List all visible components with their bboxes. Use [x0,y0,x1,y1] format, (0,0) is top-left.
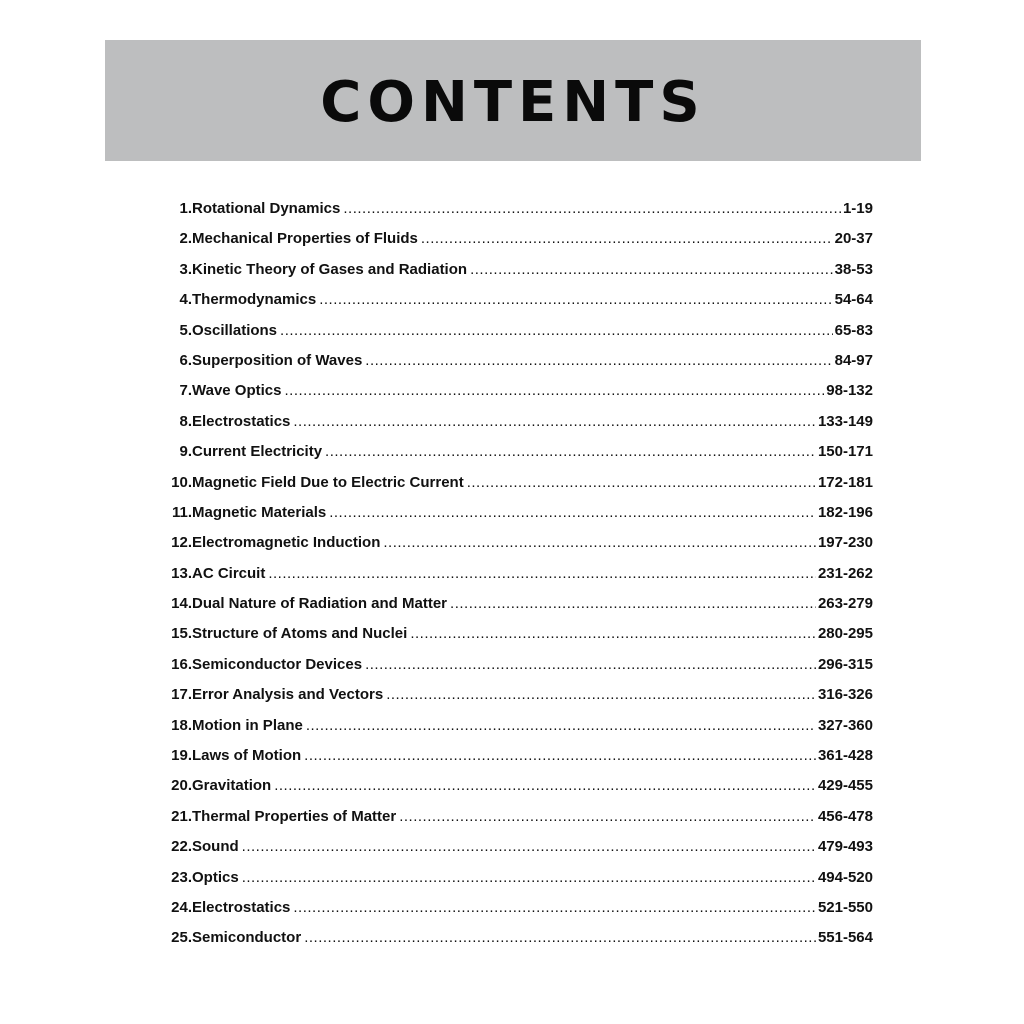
toc-entry-pages: 84-97 [834,351,873,369]
toc-entry-number: 10. [171,473,192,491]
toc-entry-number: 9. [179,443,192,461]
dot-leader [470,261,833,278]
toc-entry-21 [160,808,873,838]
toc-entry-number: 16. [171,655,192,673]
dot-leader [421,230,833,247]
toc-entry-pages: 316-326 [817,686,873,704]
toc-entry-number: 2. [179,230,192,248]
dot-leader [365,656,816,673]
toc-entry-6 [160,352,873,382]
toc-entry-8 [160,413,873,443]
dot-leader [242,869,816,886]
toc-entry-3 [160,261,873,291]
dot-leader [319,291,832,308]
toc-entry-title: Wave Optics [192,382,282,400]
toc-entry-title: Electrostatics [192,412,291,430]
toc-entry-pages: 197-230 [817,534,873,552]
toc-entry-pages: 456-478 [817,807,873,825]
toc-entry-pages: 98-132 [826,382,873,400]
toc-entry-number: 8. [179,412,192,430]
toc-entry-title: Mechanical Properties of Fluids [192,230,418,248]
toc-entry-number: 20. [171,777,192,795]
toc-entry-title: Sound [192,838,239,856]
toc-entry-pages: 38-53 [834,260,873,278]
dot-leader [293,899,816,916]
dot-leader [450,595,816,612]
toc-entry-16 [160,656,873,686]
toc-entry-20 [160,777,873,807]
toc-entry-13 [160,565,873,595]
toc-entry-pages: 231-262 [817,564,873,582]
toc-entry-title: Thermal Properties of Matter [192,807,397,825]
toc-entry-pages: 361-428 [817,747,873,765]
toc-entry-17 [160,686,873,716]
toc-entry-pages: 263-279 [817,595,873,613]
toc-entry-title: Current Electricity [192,443,323,461]
title-banner [105,40,921,161]
toc-entry-pages: 133-149 [817,412,873,430]
toc-entry-number: 24. [171,898,192,916]
toc-entry-pages: 172-181 [817,473,873,491]
dot-leader [293,413,816,430]
toc-entry-title: Electrostatics [192,898,291,916]
dot-leader [325,443,816,460]
toc-entry-title: Dual Nature of Radiation and Matter [192,595,448,613]
toc-entry-number: 25. [171,929,192,947]
toc-entry-10 [160,474,873,504]
toc-entry-number: 11. [171,503,192,521]
toc-entry-pages: 551-564 [817,929,873,947]
toc-entry-title: Oscillations [192,321,278,339]
toc-entry-number: 22. [171,838,192,856]
toc-entry-number: 3. [179,260,192,278]
toc-entry-pages: 1-19 [842,200,873,217]
dot-leader [306,717,816,734]
toc-entry-pages: 327-360 [817,716,873,734]
toc-entry-title: AC Circuit [192,564,266,582]
toc-entry-22 [160,838,873,868]
toc-entry-19 [160,747,873,777]
toc-entry-title: Electromagnetic Induction [192,534,381,552]
dot-leader [343,200,841,217]
toc-entry-pages: 521-550 [817,898,873,916]
toc-entry-pages: 182-196 [817,503,873,521]
toc-entry-title: Semiconductor [192,929,302,947]
dot-leader [304,747,816,764]
dot-leader [274,777,816,794]
toc-entry-23 [160,869,873,899]
toc-entry-number: 14. [171,595,192,613]
toc-entry-title: Motion in Plane [192,716,303,734]
toc-entry-9 [160,443,873,473]
toc-entry-5 [160,322,873,352]
dot-leader [365,352,832,369]
toc-entry-number: 4. [179,291,192,309]
dot-leader [284,382,824,399]
toc-entry-number: 12. [171,534,192,552]
toc-entry-18 [160,717,873,747]
dot-leader [329,504,816,521]
toc-entry-title: Laws of Motion [192,747,302,765]
dot-leader [383,534,816,551]
toc-entry-pages: 494-520 [817,868,873,886]
dot-leader [242,838,816,855]
toc-entry-pages: 280-295 [817,625,873,643]
toc-entry-number: 23. [171,868,192,886]
toc-entry-4 [160,291,873,321]
toc-entry-title: Error Analysis and Vectors [192,686,384,704]
toc-entry-number: 7. [179,382,192,400]
toc-entry-number: 21. [171,807,192,825]
dot-leader [467,474,816,491]
toc-entry-25 [160,929,873,959]
toc-entry-number: 15. [171,625,192,643]
toc-entry-number: 18. [171,716,192,734]
table-of-contents [160,200,873,960]
toc-entry-1 [160,200,873,230]
toc-entry-title: Structure of Atoms and Nuclei [192,625,408,643]
toc-entry-pages: 54-64 [834,291,873,309]
toc-entry-2 [160,230,873,260]
page-title: CONTENTS [320,69,706,135]
toc-entry-title: Thermodynamics [192,291,317,309]
toc-entry-title: Superposition of Waves [192,351,363,369]
toc-entry-14 [160,595,873,625]
toc-entry-24 [160,899,873,929]
toc-entry-pages: 479-493 [817,838,873,856]
toc-entry-title: Gravitation [192,777,272,795]
toc-entry-pages: 65-83 [834,321,873,339]
toc-entry-title: Optics [192,868,239,886]
toc-entry-number: 19. [171,747,192,765]
dot-leader [304,929,816,946]
toc-entry-pages: 150-171 [817,443,873,461]
toc-entry-number: 5. [179,321,192,339]
toc-entry-number: 17. [171,686,192,704]
toc-entry-7 [160,382,873,412]
toc-entry-title: Semiconductor Devices [192,655,363,673]
dot-leader [280,322,833,339]
toc-entry-title: Magnetic Materials [192,503,327,521]
dot-leader [410,625,816,642]
toc-entry-title: Magnetic Field Due to Electric Current [192,473,464,491]
dot-leader [399,808,816,825]
toc-entry-title: Rotational Dynamics [192,200,341,217]
toc-entry-12 [160,534,873,564]
toc-entry-11 [160,504,873,534]
toc-entry-pages: 429-455 [817,777,873,795]
toc-entry-number: 1. [179,200,192,217]
toc-entry-15 [160,625,873,655]
toc-entry-number: 6. [179,351,192,369]
dot-leader [268,565,816,582]
toc-entry-pages: 296-315 [817,655,873,673]
toc-entry-title: Kinetic Theory of Gases and Radiation [192,260,468,278]
toc-entry-number: 13. [171,564,192,582]
dot-leader [386,686,816,703]
toc-entry-pages: 20-37 [834,230,873,248]
